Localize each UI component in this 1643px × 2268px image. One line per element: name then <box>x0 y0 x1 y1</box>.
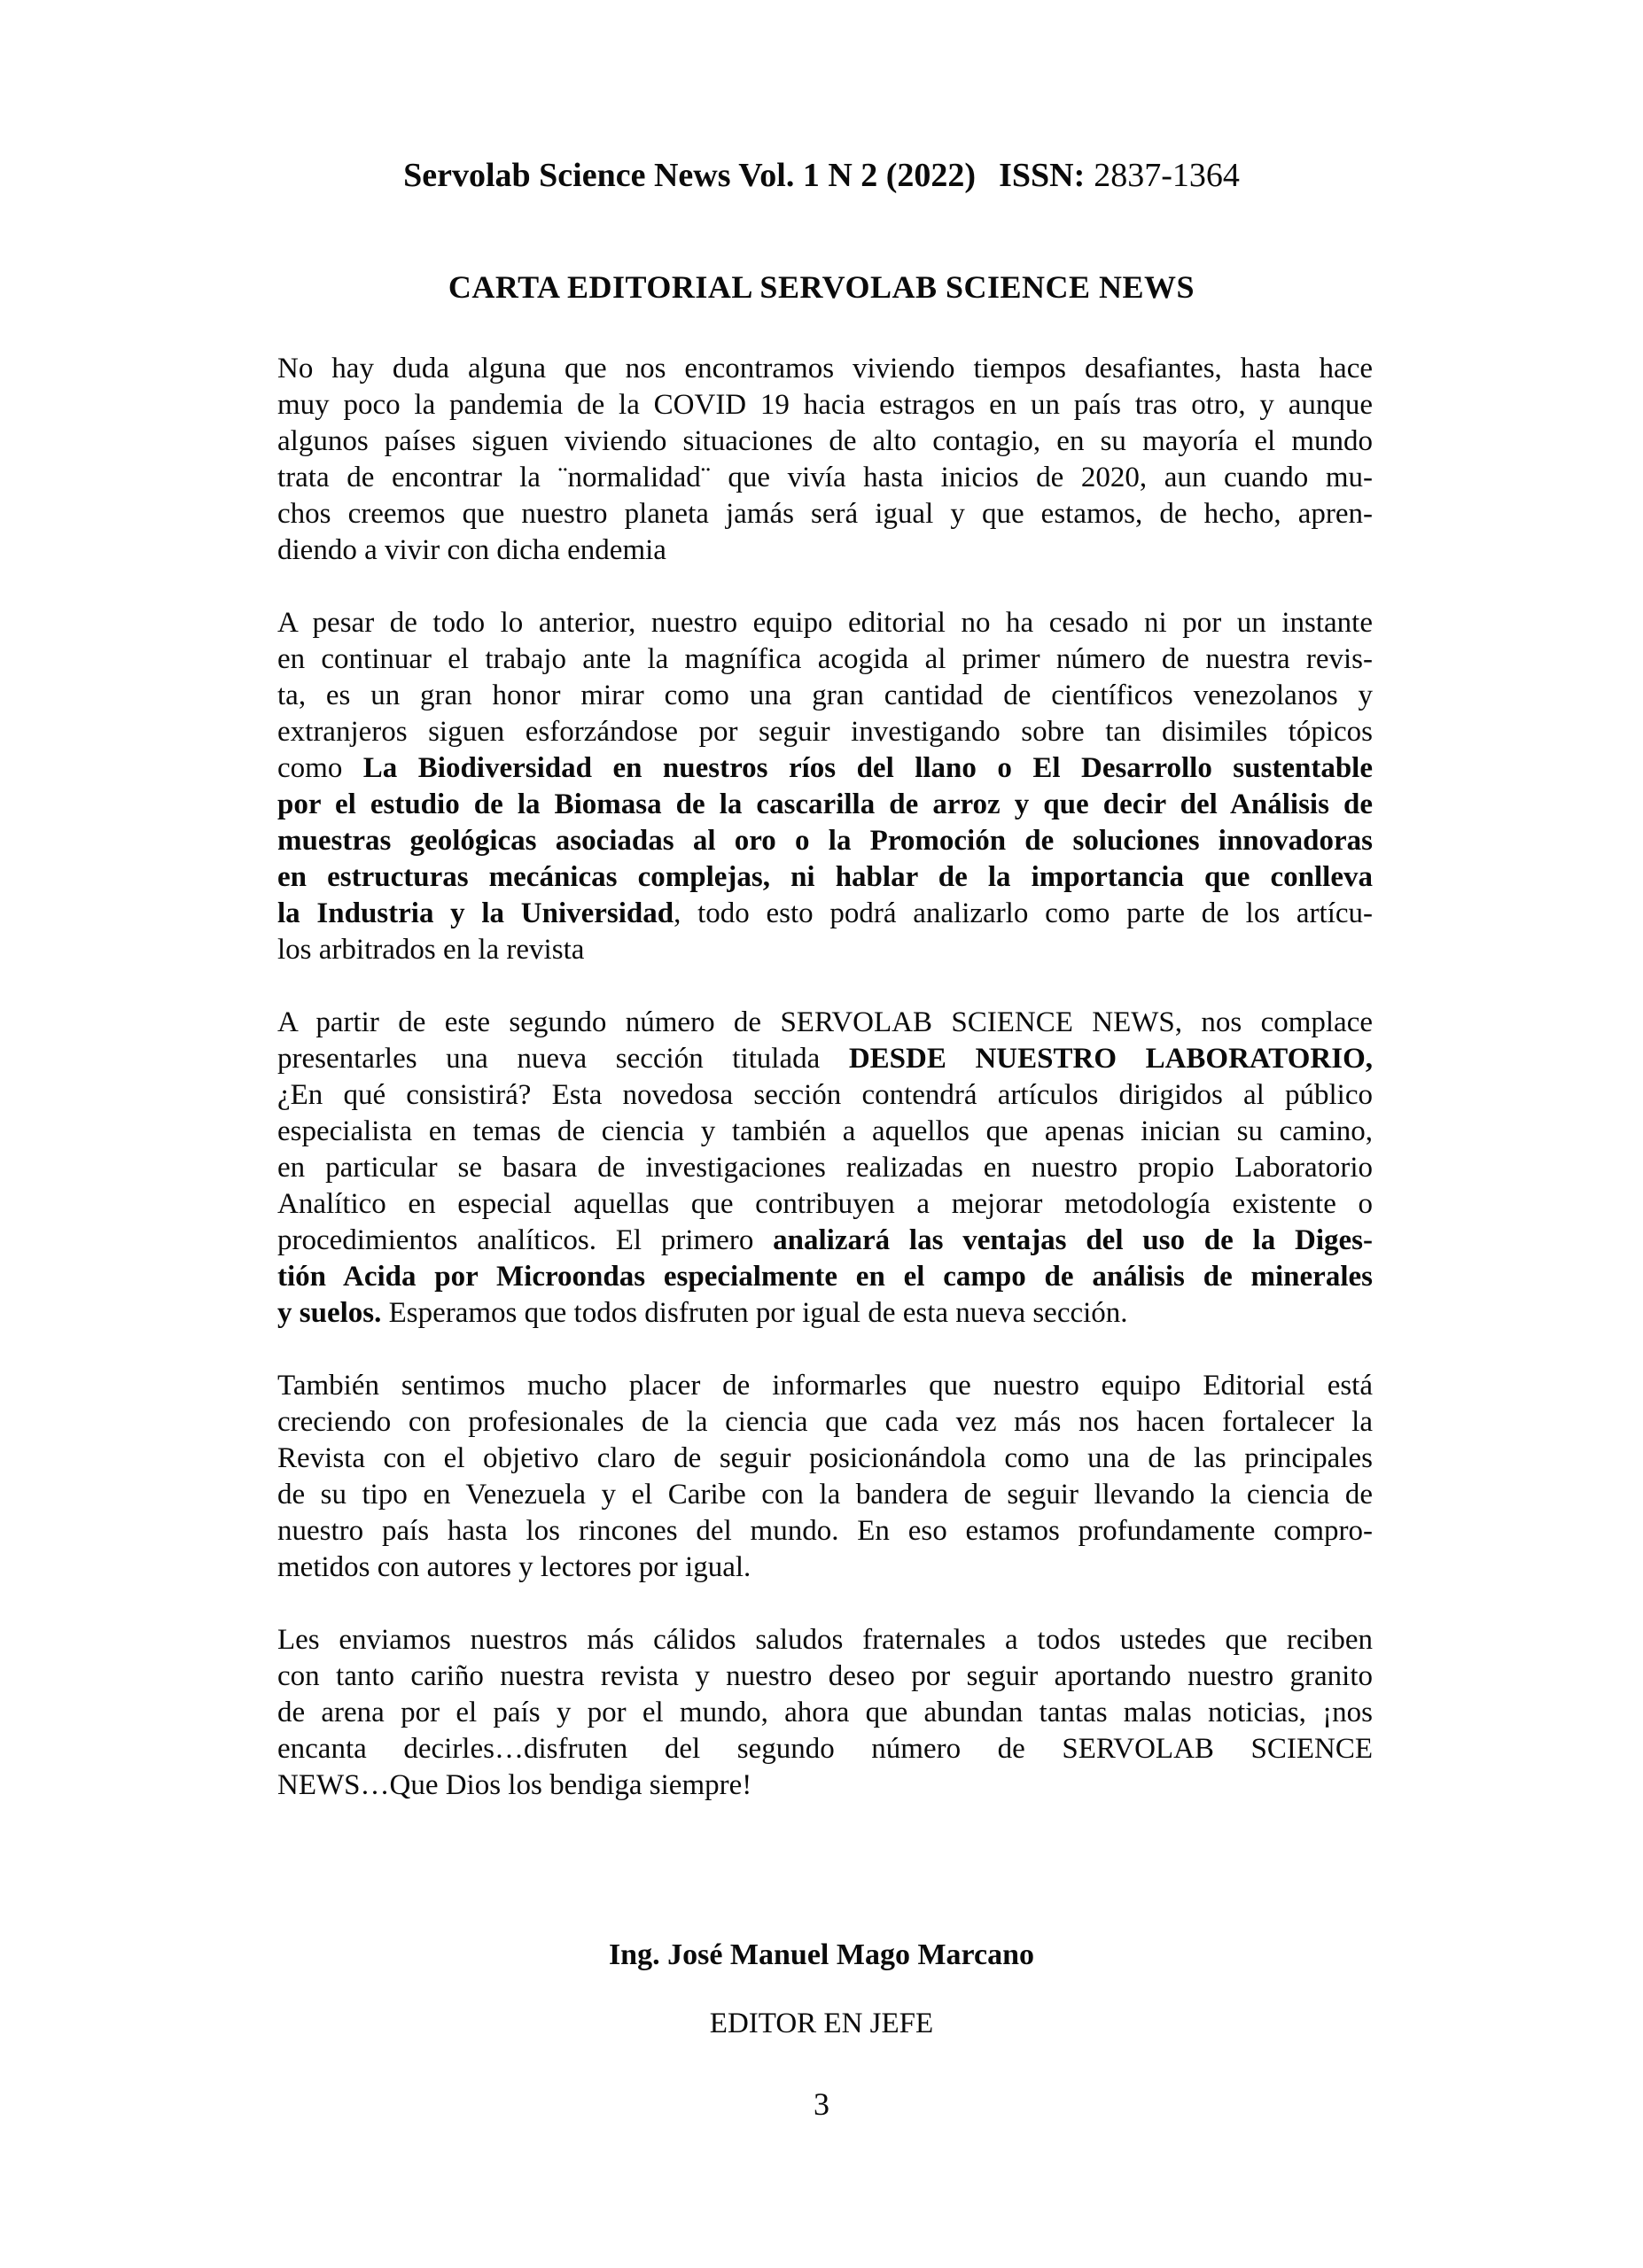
bold-text-run: muestras geológicas asociadas al oro o la Promoción de soluciones innovadoras <box>277 825 1373 857</box>
paragraph-line <box>277 896 1373 932</box>
text-run: encanta decirles…disfruten del segundo número de SERVOLAB SCIENCE <box>277 1733 1373 1765</box>
bold-text-run: la Industria y la Universidad <box>277 897 674 929</box>
paragraph-line <box>277 750 1373 787</box>
text-run: especialista en temas de ciencia y también a aquellos que apenas inician su camino, <box>277 1115 1373 1147</box>
text-run: los arbitrados en la revista <box>277 934 585 966</box>
text-run: metidos con autores y lectores por igual. <box>277 1551 751 1583</box>
text-run: Les enviamos nuestros más cálidos saludos fraternales a todos ustedes que reciben <box>277 1624 1373 1656</box>
paragraph-line <box>277 1150 1373 1186</box>
text-run: de su tipo en Venezuela y el Caribe con la bandera de seguir llevando la ciencia de <box>277 1479 1373 1511</box>
paragraph-line <box>277 1005 1373 1041</box>
text-run: A partir de este segundo número de SERVOLAB SCIENCE NEWS, nos complace <box>277 1006 1373 1038</box>
text-run: de arena por el país y por el mundo, ahora que abundan tantas malas noticias, ¡nos <box>277 1697 1373 1728</box>
paragraph-line <box>277 1041 1373 1077</box>
signature-role: EDITOR EN JEFE <box>709 2008 934 2039</box>
paragraph-line <box>277 823 1373 859</box>
paragraph-line <box>277 1550 1373 1586</box>
text-run: ¿En qué consistirá? Esta novedosa sección contendrá artículos dirigidos al público <box>277 1079 1373 1111</box>
paragraph-line <box>277 1114 1373 1150</box>
bold-text-run: La Biodiversidad en nuestros ríos del llano o El Desarrollo sustentable <box>362 752 1373 784</box>
bold-text-run: analizará las ventajas del uso de la Diges- <box>773 1224 1373 1256</box>
paragraph-line <box>277 932 1373 968</box>
paragraph-line <box>277 1441 1373 1477</box>
text-run: A pesar de todo lo anterior, nuestro equipo editorial no ha cesado ni por un instante <box>277 607 1373 639</box>
paragraph-line <box>277 460 1373 496</box>
text-run: ta, es un gran honor mirar como una gran cantidad de científicos venezolanos y <box>277 680 1373 711</box>
journal-header <box>0 156 1643 195</box>
text-run: creciendo con profesionales de la ciencia que cada vez más nos hacen fortalecer la <box>277 1406 1373 1438</box>
paragraph-line <box>277 1368 1373 1404</box>
bold-text-run: en estructuras mecánicas complejas, ni hablar de la importancia que conlleva <box>277 861 1373 893</box>
paragraph-line <box>277 678 1373 714</box>
text-run: con tanto cariño nuestra revista y nuestro deseo por seguir aportando nuestro granito <box>277 1660 1373 1692</box>
text-run: Revista con el objetivo claro de seguir posicionándola como una de las principales <box>277 1442 1373 1474</box>
paragraph-line <box>277 1186 1373 1223</box>
text-run: Esperamos que todos disfruten por igual de esta nueva sección. <box>381 1297 1128 1329</box>
paragraph-line <box>277 423 1373 460</box>
bold-text-run: y suelos. <box>277 1297 382 1329</box>
paragraph-line <box>277 496 1373 532</box>
paragraph-line <box>277 714 1373 750</box>
text-run: chos creemos que nuestro planeta jamás será igual y que estamos, de hecho, apren- <box>277 498 1373 530</box>
text-run: como <box>277 752 363 784</box>
text-run: en particular se basara de investigaciones realizadas en nuestro propio Laboratorio <box>277 1152 1373 1184</box>
paragraph-line <box>277 859 1373 896</box>
paragraph <box>277 1622 1373 1804</box>
paragraph-line <box>277 605 1373 641</box>
paragraph-line <box>277 1477 1373 1513</box>
text-run: nuestro país hasta los rincones del mundo. En eso estamos profundamente compro- <box>277 1515 1373 1547</box>
text-run: diendo a vivir con dicha endemia <box>277 534 666 566</box>
text-run: extranjeros siguen esforzándose por seguir investigando sobre tan disimiles tópicos <box>277 716 1373 748</box>
text-run: También sentimos mucho placer de informarles que nuestro equipo Editorial está <box>277 1370 1373 1402</box>
text-run: en continuar el trabajo ante la magnífica acogida al primer número de nuestra revis- <box>277 643 1373 675</box>
bold-text-run: por el estudio de la Biomasa de la cascarilla de arroz y que decir del Análisis de <box>277 788 1373 820</box>
paragraph-line <box>277 1404 1373 1441</box>
paragraph-line <box>277 532 1373 569</box>
paragraph-line <box>277 1259 1373 1295</box>
paragraph <box>277 1368 1373 1586</box>
paragraph <box>277 1005 1373 1332</box>
paragraph-line <box>277 1622 1373 1658</box>
editorial-body <box>277 351 1373 1804</box>
paragraph-line <box>277 351 1373 387</box>
page-number: 3 <box>814 2086 829 2122</box>
text-run: algunos países siguen viviendo situaciones de alto contagio, en su mayoría el mundo <box>277 425 1373 457</box>
paragraph-line <box>277 787 1373 823</box>
text-run: NEWS…Que Dios los bendiga siempre! <box>277 1769 752 1801</box>
signature-name: Ing. José Manuel Mago Marcano <box>608 1938 1035 1971</box>
paragraph-line <box>277 1223 1373 1259</box>
paragraph-line <box>277 1695 1373 1731</box>
paragraph-line <box>277 1513 1373 1550</box>
paragraph <box>277 605 1373 968</box>
paragraph-line <box>277 1658 1373 1695</box>
issn-value: 2837-1364 <box>1094 157 1240 194</box>
editorial-title: CARTA EDITORIAL SERVOLAB SCIENCE NEWS <box>448 269 1195 305</box>
bold-text-run: tión Acida por Microondas especialmente en el campo de análisis de minerales <box>277 1261 1373 1293</box>
journal-title: Servolab Science News Vol. 1 N 2 (2022) <box>403 157 977 194</box>
paragraph-line <box>277 1295 1373 1332</box>
paragraph <box>277 351 1373 569</box>
paragraph-line <box>277 1077 1373 1114</box>
paragraph-line <box>277 387 1373 423</box>
paragraph-line <box>277 1731 1373 1767</box>
text-run: trata de encontrar la ¨normalidad¨ que vivía hasta inicios de 2020, aun cuando mu- <box>277 462 1373 493</box>
text-run: No hay duda alguna que nos encontramos viviendo tiempos desafiantes, hasta hace <box>277 353 1373 384</box>
bold-text-run: DESDE NUESTRO LABORATORIO, <box>848 1043 1373 1075</box>
text-run: procedimientos analíticos. El primero <box>277 1224 774 1256</box>
text-run: presentarles una nueva sección titulada <box>277 1043 849 1075</box>
paragraph-line <box>277 1767 1373 1804</box>
paragraph-line <box>277 641 1373 678</box>
issn-label: ISSN: <box>999 157 1086 194</box>
text-run: , todo esto podrá analizarlo como parte de los artícu- <box>674 897 1373 929</box>
text-run: Analítico en especial aquellas que contribuyen a mejorar metodología existente o <box>277 1188 1373 1220</box>
text-run: muy poco la pandemia de la COVID 19 hacia estragos en un país tras otro, y aunque <box>277 389 1373 421</box>
